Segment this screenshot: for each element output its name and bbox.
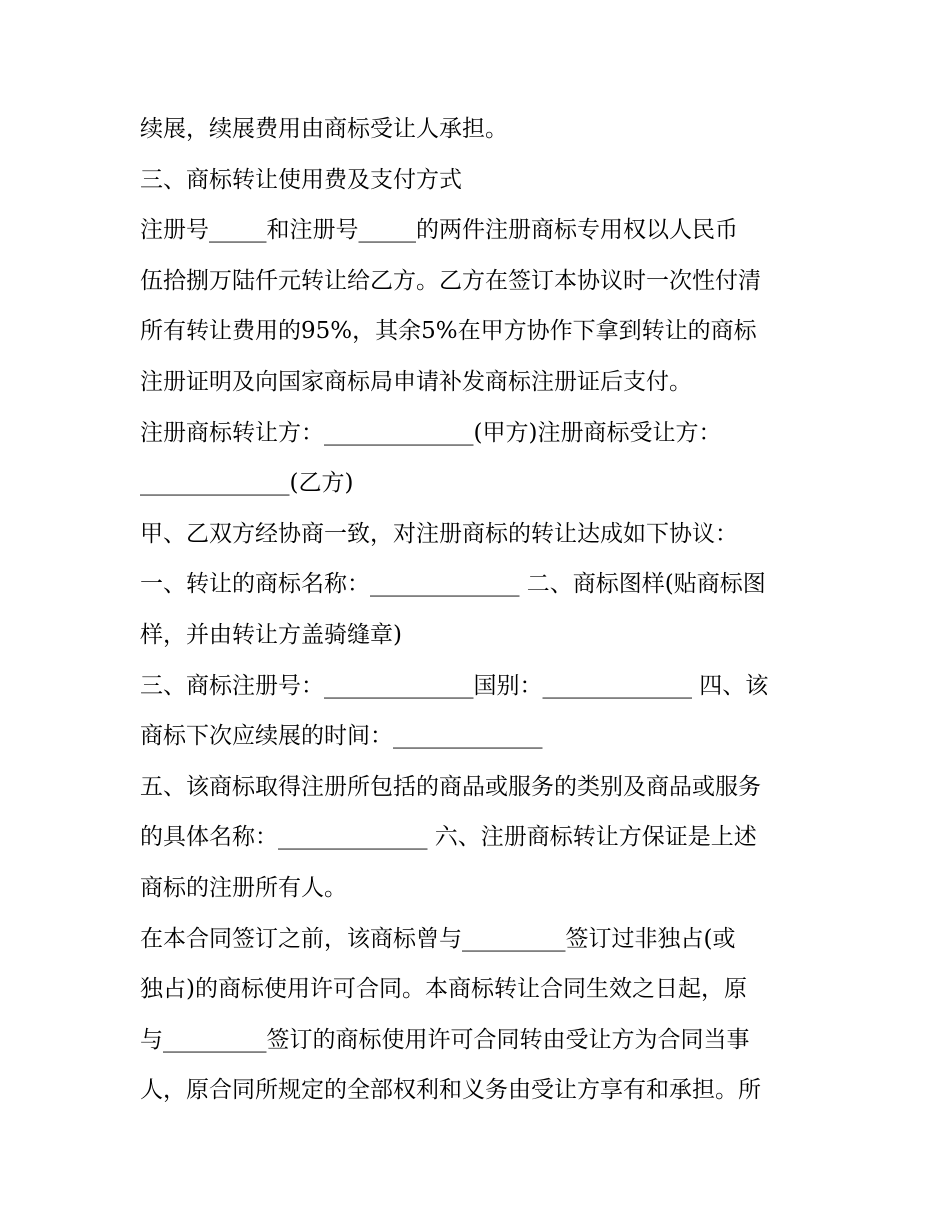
text-line: 三、商标注册号：_____________国别：_____________ 四、该 (140, 672, 769, 699)
text-line: 人，原合同所规定的全部权利和义务由受让方享有和承担。所 (140, 1077, 761, 1104)
text-line: 注册证明及向国家商标局申请补发商标注册证后支付。 (140, 368, 692, 395)
text-line: 独占)的商标使用许可合同。本商标转让合同生效之日起，原 (140, 976, 747, 1003)
text-line: 甲、乙双方经协商一致，对注册商标的转让达成如下协议： (140, 520, 738, 547)
text-line: 在本合同签订之前，该商标曾与_________签订过非独占(或 (140, 925, 736, 952)
text-line: 商标下次应续展的时间：_____________ (140, 723, 543, 750)
text-line: 五、该商标取得注册所包括的商品或服务的类别及商品或服务 (140, 773, 761, 800)
text-line: 续展，续展费用由商标受让人承担。 (140, 116, 508, 142)
text-line: 伍拾捌万陆仟元转让给乙方。乙方在签订本协议时一次性付清 (140, 267, 761, 294)
document-body (140, 104, 820, 1116)
text-line: 所有转让费用的95%，其余5%在甲方协作下拿到转让的商标 (140, 318, 757, 345)
text-line: 的具体名称：_____________ 六、注册商标转让方保证是上述 (140, 824, 757, 851)
text-line: 样，并由转让方盖骑缝章) (140, 621, 402, 648)
text-line: 与_________签订的商标使用许可合同转由受让方为合同当事 (140, 1026, 750, 1053)
text-line: 一、转让的商标名称：_____________ 二、商标图样(贴商标图 (140, 571, 766, 598)
text-line: 注册商标转让方：_____________(甲方)注册商标受让方： (140, 419, 722, 446)
text-line: _____________(乙方) (140, 470, 354, 497)
text-line: 商标的注册所有人。 (140, 874, 347, 901)
text-line: 注册号_____和注册号_____的两件注册商标专用权以人民币 (140, 217, 738, 244)
section-heading: 三、商标转让使用费及支付方式 (140, 166, 462, 193)
